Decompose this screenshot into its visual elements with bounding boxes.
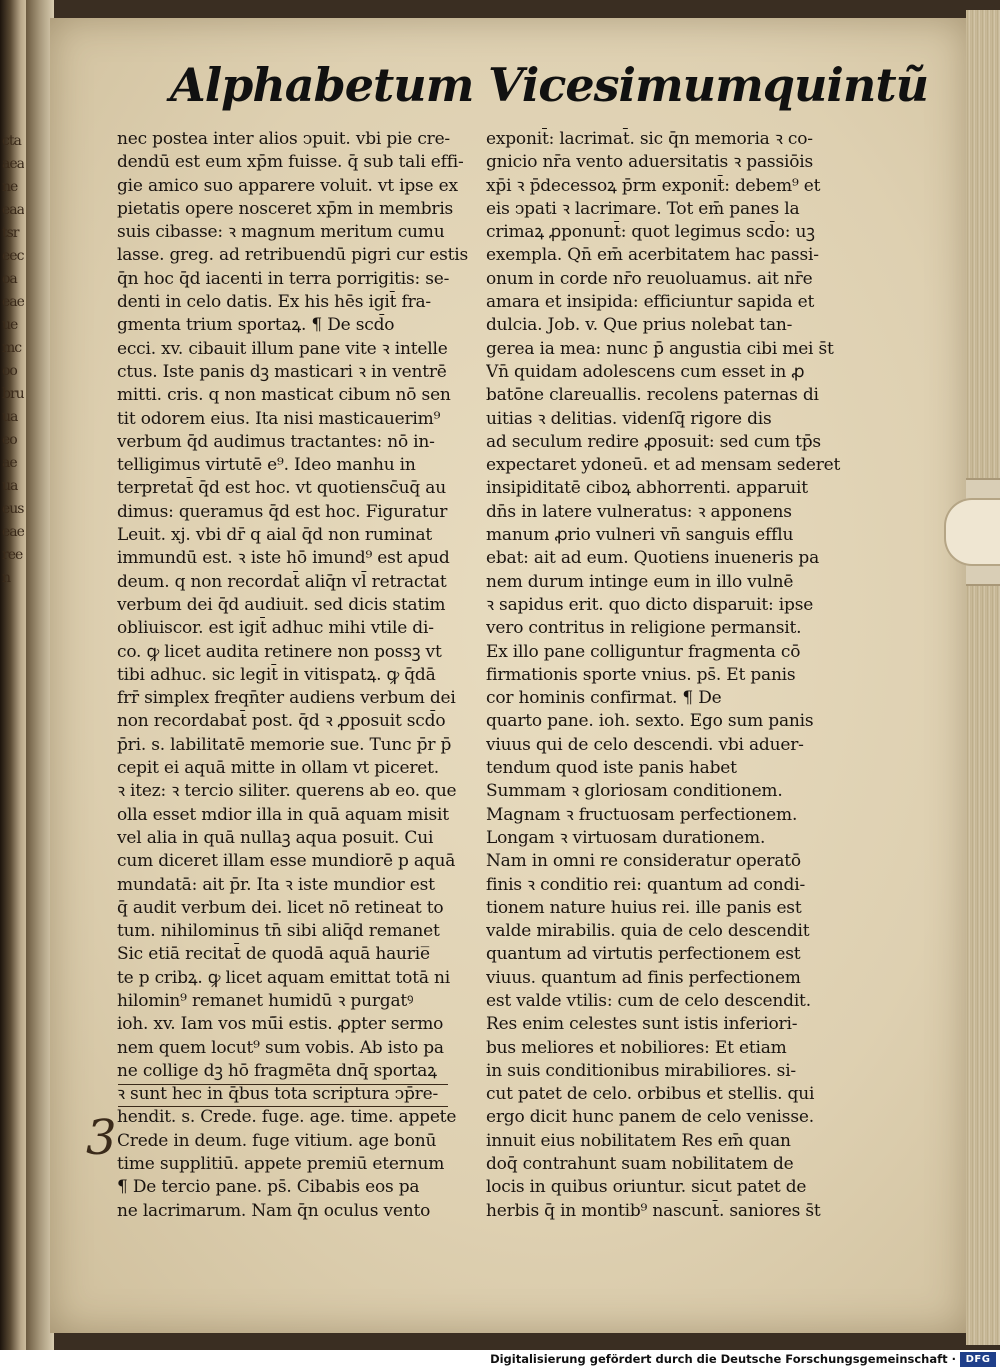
text-line: Crede in deum. fuge vitium. age bonū	[117, 1130, 437, 1151]
text-line: innuit eius nobilitatem Res em̄ quan	[486, 1130, 791, 1151]
text-column-left	[117, 128, 477, 1223]
underline-mark	[118, 1084, 448, 1085]
text-line: dn̄s in latere vulneratus: ꝛ apponens	[486, 501, 792, 522]
clasp	[944, 498, 1000, 566]
text-column-right	[486, 128, 846, 1223]
text-line: uitias ꝛ delitias. videnſq̄ rigore dis	[486, 408, 772, 429]
text-line: ecci. xv. cibauit illum pane vite ꝛ intelle	[117, 338, 448, 359]
text-line: xp̄i ꝛ p̄decessoꝝ p̄rm exponit̄: debem⁹ et	[486, 175, 821, 196]
text-line: dulcia. Job. v. Que prius nolebat tan-	[486, 315, 793, 336]
text-line: Ex illo pane colliguntur fragmenta cō	[486, 641, 801, 662]
text-line: Nam in omni re consideratur operatō	[486, 851, 801, 872]
text-line: time supplitiū. appete premiū eternum	[117, 1154, 445, 1175]
text-line: firmationis sporte vnius. ps̄. Et panis	[486, 664, 796, 685]
text-line: tit odorem eius. Ita nisi masticauerim⁹	[117, 408, 441, 429]
text-line: vel alia in quā nullaꝫ aqua posuit. Cui	[117, 827, 434, 848]
text-line: q̄n hoc q̄d iacenti in terra porrigitis: se-	[117, 268, 450, 289]
text-line: nem quem locut⁹ sum vobis. Ab isto pa	[117, 1037, 444, 1058]
text-line: nem durum intinge eum in illo vulnē	[486, 571, 794, 592]
text-line: p̄ri. s. labilitatē memorie sue. Tunc p̄r p̄	[117, 734, 452, 755]
text-line: mitti. cris. q non masticat cibum nō sen	[117, 385, 451, 406]
text-line: Summam ꝛ gloriosam conditionem.	[486, 781, 783, 802]
text-line: exponit̄: lacrimat̄. sic q̄n memoria ꝛ co-	[486, 129, 813, 149]
left-page-edge	[0, 0, 26, 1350]
text-line: co. ꝙ licet audita retinere non possꝫ vt	[117, 641, 442, 662]
text-line: herbis q̄ in montib⁹ nascunt̄. saniores s̄t	[486, 1200, 821, 1221]
text-line: non recordabat̄ post. q̄d ꝛ ꝓposuit scd̄o	[117, 711, 446, 732]
text-line: denti in celo datis. Ex his hēs igit̄ fra-	[117, 292, 431, 313]
text-line: valde mirabilis. quia de celo descendit	[486, 921, 810, 942]
text-line: q̄ audit verbum dei. licet nō retineat to	[117, 897, 444, 918]
text-line: ꝛ itez: ꝛ tercio siliter. querens ab eo. que	[117, 781, 457, 802]
text-line: Vn̄ quidam adolescens cum esset in ꝓ	[486, 361, 805, 382]
text-line: frr̄ simplex freqn̄ter audiens verbum dei	[117, 688, 456, 709]
text-line: tum. nihilominus tn̄ sibi aliq̄d remanet	[117, 921, 440, 942]
text-line: exempla. Qn̄ em̄ acerbitatem hac passi-	[486, 245, 819, 266]
text-line: Longam ꝛ virtuosam durationem.	[486, 827, 766, 848]
text-line: viuus qui de celo descendi. vbi aduer-	[486, 734, 804, 755]
text-line: insipiditatē ciboꝝ abhorrenti. apparuit	[486, 478, 808, 499]
text-line: tibi adhuc. sic legit̄ in vitispatꝝ. ꝙ q̄dā	[117, 664, 436, 685]
text-line: crimaꝝ ꝓponunt̄: quot legimus scd̄o: uꝫ	[486, 222, 815, 243]
dfg-logo: DFG	[960, 1352, 996, 1367]
text-line: expectaret ydoneū. et ad mensam sederet	[486, 455, 841, 476]
text-line: gnicio nr̄a vento aduersitatis ꝛ passiōis	[486, 152, 814, 173]
text-line: quarto pane. ioh. sexto. Ego sum panis	[486, 711, 814, 732]
text-line: Leuit. xj. vbi dr̄ q aial q̄d non ruminat	[117, 525, 433, 546]
text-line: eis ↄpati ꝛ lacrimare. Tot em̄ panes la	[486, 198, 800, 219]
text-line: ¶ De tercio pane. ps̄. Cibabis eos pa	[117, 1177, 420, 1198]
text-line: ad seculum redire ꝓposuit: sed cum tp̄s	[486, 431, 821, 452]
text-line: tendum quod iste panis habet	[486, 758, 737, 779]
text-line: lasse. greg. ad retribuendū pigri cur estis	[117, 245, 469, 266]
text-line: ioh. xv. Iam vos mū̄i estis. ꝓpter sermo	[117, 1014, 444, 1035]
footer-bar	[0, 1350, 1000, 1370]
text-line: ergo dicit hunc panem de celo venisse.	[486, 1107, 814, 1128]
text-line: onum in corde nr̄o reuoluamus. ait nr̄e	[486, 268, 813, 289]
running-heading-left: Alphabetum	[170, 58, 474, 112]
text-line: obliuiscor. est igit̄ adhuc mihi vtile di-	[117, 618, 434, 639]
margin-mark: 3	[86, 1110, 117, 1166]
text-line: cum diceret illam esse mundiorē p aquā	[117, 851, 456, 872]
text-line: telligimus virtutē e⁹. Ideo manhu in	[117, 455, 416, 476]
text-line: batōne clareuallis. recolens paternas di	[486, 385, 819, 406]
text-line: immundū est. ꝛ iste hō imund⁹ est apud	[117, 548, 450, 569]
text-line: ne collige dꝫ hō fragmēta dnq̄ sportaꝝ	[117, 1060, 437, 1081]
text-line: deum. q non recordat̄ aliq̄n vl̄ retractat	[117, 571, 447, 592]
text-line: pietatis opere nosceret xp̄m in membris	[117, 198, 454, 219]
text-line: te p cribꝝ. ꝙ licet aquam emittat totā ni	[117, 967, 450, 988]
text-line: dendū est eum xp̄m fuisse. q̄ sub tali effi-	[117, 152, 464, 173]
running-heading-right: Vicesimumquintũ	[488, 58, 929, 112]
text-line: hendit̄. s. Crede. fuge. age. time. appete	[117, 1107, 457, 1128]
text-line: ꝛ sapidus erit. quo dicto disparuit: ipse	[486, 594, 814, 615]
text-line: in suis conditionibus mirabiliores. si-	[486, 1060, 796, 1081]
footer-credit: Digitalisierung gefördert durch die Deutsche Forschungsgemeinschaft ·	[490, 1352, 956, 1366]
text-line: gerea ia mea: nunc p̄ angustia cibi mei s̄t	[486, 338, 834, 359]
text-line: ꝛ sunt hec in q̄bus tota scriptura ↄp̄re-	[117, 1084, 438, 1105]
text-line: cepit ei aquā mitte in ollam vt piceret.	[117, 758, 439, 779]
text-line: suis cibasse: ꝛ magnum meritum cumu	[117, 222, 445, 243]
text-line: cut patet de celo. orbibus et stellis. qui	[486, 1084, 815, 1105]
text-line: ne lacrimarum. Nam q̄n oculus vento	[117, 1200, 431, 1221]
text-line: hilomin⁹ remanet humidū ꝛ purgatꝰ	[117, 990, 414, 1011]
text-line: locis in quibus oriuntur. sicut patet de	[486, 1177, 807, 1198]
text-line: dimus: queramus q̄d est hoc. Figuratur	[117, 501, 448, 522]
text-line: viuus. quantum ad finis perfectionem	[486, 967, 801, 988]
underline-mark	[118, 1106, 448, 1107]
page-edges	[966, 10, 1000, 1345]
text-line: Res enim celestes sunt istis inferiori-	[486, 1014, 798, 1035]
text-line: Sic etiā recitat̄ de quodā aquā haurie̅	[117, 944, 430, 965]
text-line: finis ꝛ conditio rei: quantum ad condi-	[486, 874, 805, 895]
left-page-letters: ctaaeaneeaatsreecoaeaeuemcoobruuaeoaeuaeuseaereen	[2, 133, 24, 586]
text-line: cor hominis confirmat. ¶ De	[486, 688, 722, 709]
text-line: mundatā: ait p̄r. Ita ꝛ iste mundior est	[117, 874, 435, 895]
text-line: doq̄ contrahunt suam nobilitatem de	[486, 1154, 794, 1175]
text-line: gie amico suo apparere voluit. vt ipse ex	[117, 175, 458, 196]
text-line: ctus. Iste panis dꝫ masticari ꝛ in ventrē	[117, 361, 447, 382]
text-line: verbum dei q̄d audiuit. sed dicis statim	[117, 594, 446, 615]
text-line: est valde vtilis: cum de celo descendit.	[486, 990, 811, 1011]
text-line: manum ꝓrio vulneri vn̄ sanguis efflu	[486, 525, 794, 546]
text-line: nec postea inter alios ↄpuit. vbi pie cre-	[117, 129, 450, 149]
text-line: tionem nature huius rei. ille panis est	[486, 897, 802, 918]
text-line: amara et insipida: efficiuntur sapida et	[486, 292, 815, 313]
text-line: verbum q̄d audimus tractantes: nō in-	[117, 431, 435, 452]
text-line: vero contritus in religione permansit.	[486, 618, 802, 639]
text-line: ebat: ait ad eum. Quotiens inueneris pa	[486, 548, 820, 569]
text-line: olla esset mdior illa in quā aquam misit	[117, 804, 449, 825]
text-line: bus meliores et nobiliores: Et etiam	[486, 1037, 787, 1058]
text-line: quantum ad virtutis perfectionem est	[486, 944, 801, 965]
text-line: terpretat̄ q̄d est hoc. vt quotiensc̄uq̄ au	[117, 478, 446, 499]
text-line: Magnam ꝛ fructuosam perfectionem.	[486, 804, 798, 825]
text-line: gmenta trium sportaꝝ. ¶ De scd̄o	[117, 315, 395, 336]
